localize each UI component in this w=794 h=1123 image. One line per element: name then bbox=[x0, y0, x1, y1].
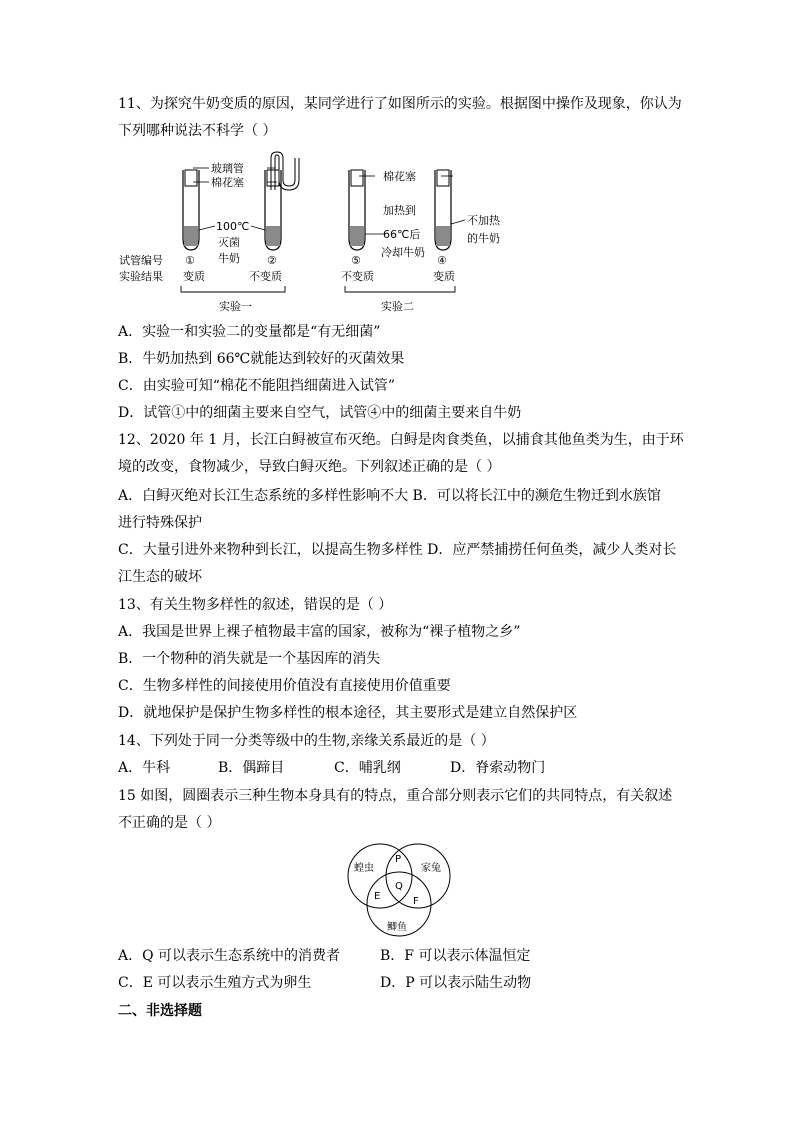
q13-option-a: A．我国是世界上裸子植物最丰富的国家，被称为“裸子植物之乡” bbox=[118, 624, 521, 640]
label-r2: 不变质 bbox=[249, 270, 282, 283]
q15-option-a: A．Q 可以表示生态系统中的消费者 bbox=[118, 948, 341, 964]
venn-label-locust: 蝗虫 bbox=[354, 863, 374, 874]
label-tube-number: 试管编号 bbox=[119, 254, 163, 267]
label-exp2: 实验二 bbox=[381, 300, 414, 313]
venn-label-p: P bbox=[395, 854, 402, 865]
label-result: 实验结果 bbox=[119, 270, 163, 283]
label-of-milk: 的牛奶 bbox=[467, 232, 500, 245]
section-heading-non-choice: 二、非选择题 bbox=[118, 1003, 202, 1019]
test-tube-4 bbox=[435, 170, 451, 250]
q14-option-b: B．偶蹄目 bbox=[218, 760, 285, 776]
venn-label-e: E bbox=[374, 891, 381, 902]
label-t3: ⑤ bbox=[351, 254, 361, 267]
label-cotton-plug-2: 棉花塞 bbox=[383, 170, 416, 183]
label-no-heat: 不加热 bbox=[467, 214, 500, 227]
q12-stem-line2: 境的改变，食物减少，导致白鲟灭绝。下列叙述正确的是（ ） bbox=[118, 459, 501, 475]
q12-option-line2: 进行特殊保护 bbox=[118, 515, 202, 531]
test-tube-2 bbox=[265, 152, 299, 250]
venn-label-rabbit: 家兔 bbox=[421, 863, 441, 874]
q11-stem-line1: 11、为探究牛奶变质的原因，某同学进行了如图所示的实验。根据图中操作及现象，你认为 bbox=[118, 96, 682, 112]
q11-option-c: C．由实验可知“棉花不能阻挡细菌进入试管” bbox=[118, 378, 396, 394]
label-t4: ④ bbox=[437, 254, 447, 267]
label-r1: 变质 bbox=[183, 270, 205, 283]
q12-option-line3: C．大量引进外来物种到长江，以提高生物多样性 D．应严禁捕捞任何鱼类，减少人类对长 bbox=[118, 542, 677, 558]
label-heat-to: 加热到 bbox=[383, 204, 416, 217]
label-milk: 牛奶 bbox=[218, 252, 240, 265]
label-t2: ② bbox=[267, 254, 277, 267]
q14-option-d: D．脊索动物门 bbox=[450, 760, 546, 776]
label-glass-tube: 玻璃管 bbox=[211, 162, 244, 175]
venn-label-fish: 鲫鱼 bbox=[387, 922, 407, 933]
q12-option-line1: A．白鲟灭绝对长江生态系统的多样性影响不大 B．可以将长江中的濒危生物迁到水族馆 bbox=[118, 488, 661, 504]
test-tube-3 bbox=[349, 170, 365, 250]
q13-option-d: D．就地保护是保护生物多样性的根本途径，其主要形式是建立自然保护区 bbox=[118, 705, 578, 721]
q14-stem: 14、下列处于同一分类等级中的生物,亲缘关系最近的是（ ） bbox=[118, 733, 495, 749]
q11-option-b: B．牛奶加热到 66℃就能达到较好的灭菌效果 bbox=[118, 351, 405, 367]
q15-stem-line1: 15 如图，圆圈表示三种生物本身具有的特点，重合部分则表示它们的共同特点，有关叙述 bbox=[118, 788, 673, 804]
q15-venn-diagram bbox=[338, 838, 460, 942]
venn-label-f: F bbox=[413, 896, 419, 907]
label-r4: 变质 bbox=[433, 270, 455, 283]
label-r3: 不变质 bbox=[341, 270, 374, 283]
q13-stem: 13、有关生物多样性的叙述，错误的是（ ） bbox=[118, 597, 393, 613]
label-t1: ① bbox=[185, 254, 195, 267]
q11-experiment-figure bbox=[115, 150, 500, 320]
label-sterilize: 灭菌 bbox=[218, 236, 240, 249]
label-temp-100: 100℃ bbox=[216, 220, 250, 233]
q14-option-c: C．哺乳纲 bbox=[334, 760, 401, 776]
q15-option-c: C．E 可以表示生殖方式为卵生 bbox=[118, 975, 312, 991]
q14-option-a: A．牛科 bbox=[118, 760, 171, 776]
venn-label-q: Q bbox=[395, 881, 403, 892]
q15-option-d: D．P 可以表示陆生动物 bbox=[380, 975, 532, 991]
q12-option-line4: 江生态的破坏 bbox=[118, 569, 202, 585]
label-cool-milk: 冷却牛奶 bbox=[381, 246, 425, 259]
q11-stem-line2: 下列哪种说法不科学（ ） bbox=[118, 123, 277, 139]
q13-option-c: C．生物多样性的间接使用价值没有直接使用价值重要 bbox=[118, 678, 451, 694]
label-temp-66: 66℃后 bbox=[383, 228, 421, 241]
q15-option-b: B．F 可以表示体温恒定 bbox=[380, 948, 531, 964]
q12-stem-line1: 12、2020 年 1 月，长江白鲟被宣布灭绝。白鲟是肉食类鱼，以捕食其他鱼类为生，由于环 bbox=[118, 432, 684, 448]
label-exp1: 实验一 bbox=[219, 300, 252, 313]
q13-option-b: B．一个物种的消失就是一个基因库的消失 bbox=[118, 651, 381, 667]
q15-stem-line2: 不正确的是（ ） bbox=[118, 815, 221, 831]
q11-option-a: A．实验一和实验二的变量都是“有无细菌” bbox=[118, 324, 381, 340]
q11-option-d: D．试管①中的细菌主要来自空气，试管④中的细菌主要来自牛奶 bbox=[118, 405, 522, 421]
label-cotton-plug: 棉花塞 bbox=[211, 176, 244, 189]
